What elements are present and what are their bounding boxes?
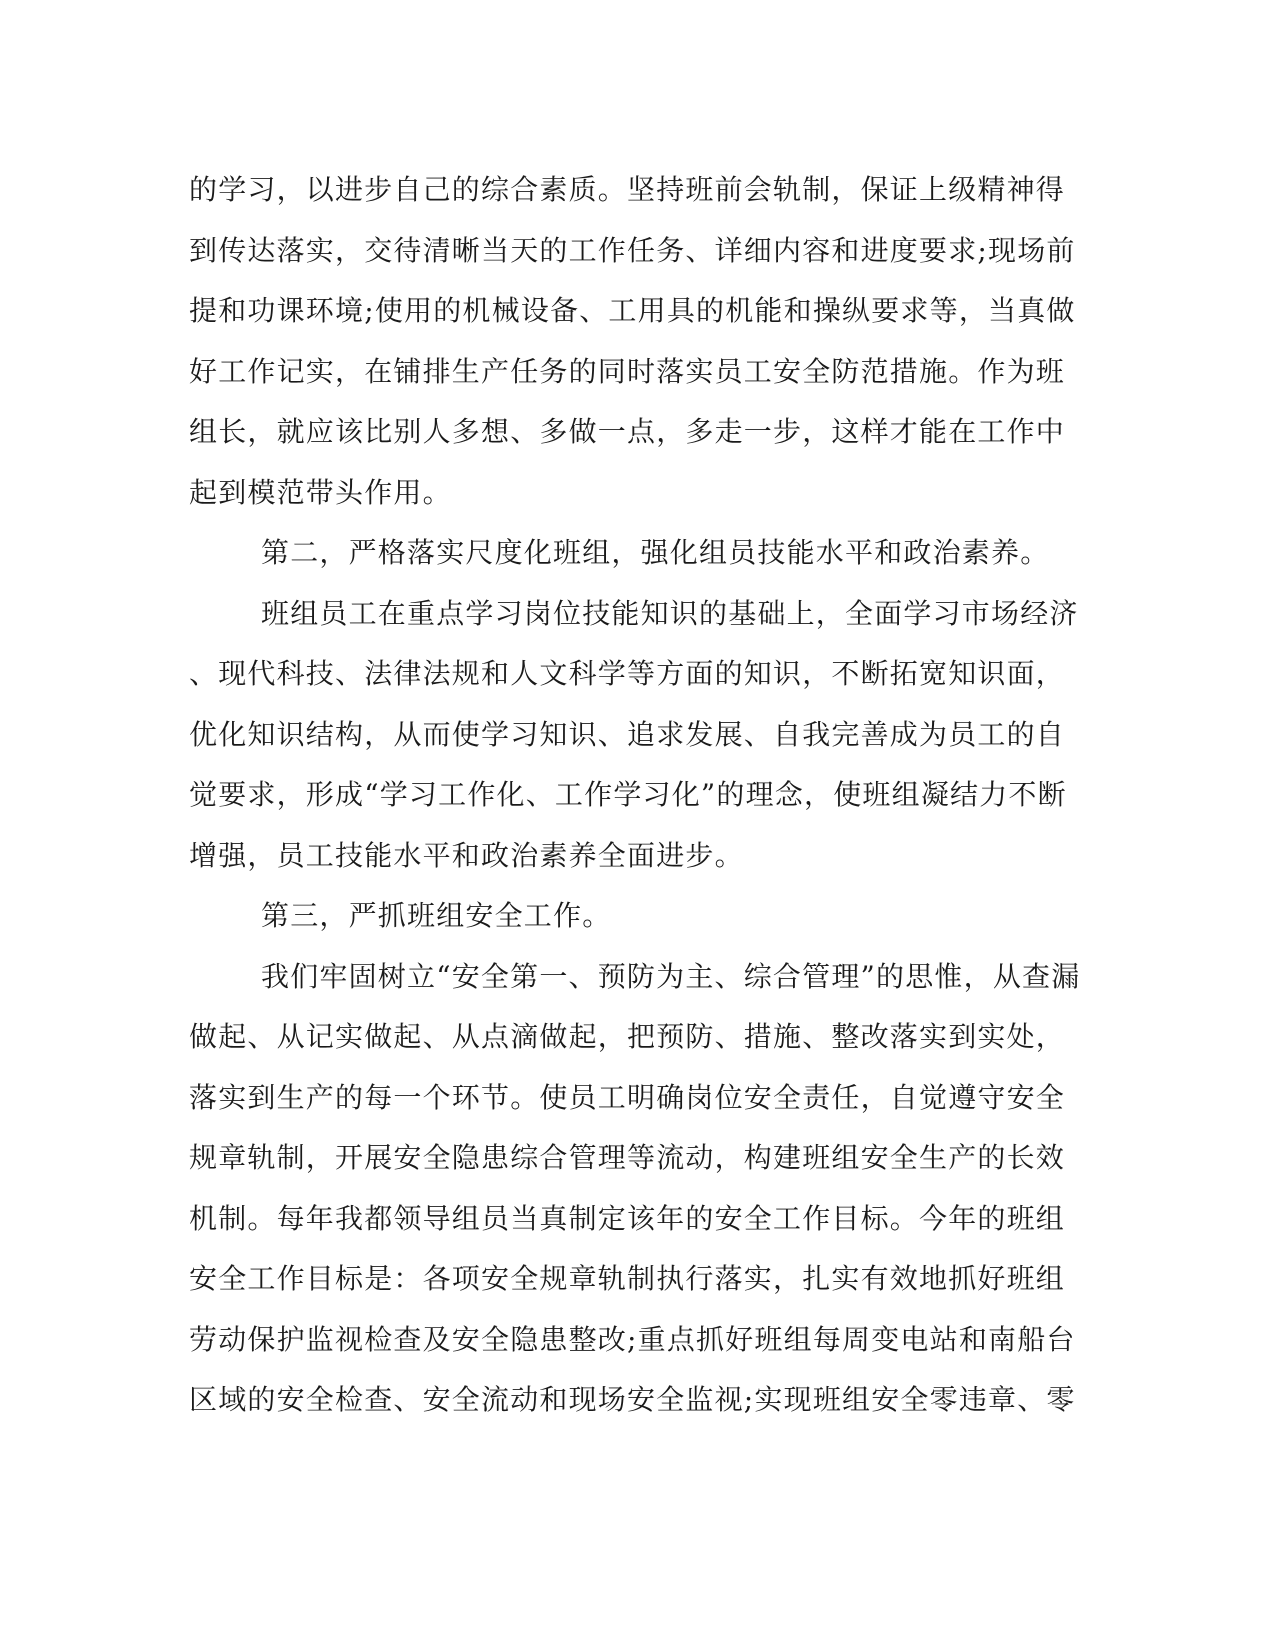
text-line: 、现代科技、法律法规和人文科学等方面的知识，不断拓宽知识面， [189, 657, 1066, 690]
text-line: 机制。每年我都领导组员当真制定该年的安全工作目标。今年的班组 [189, 1201, 1066, 1235]
text-line: 区域的安全检查、安全流动和现场安全监视;实现班组安全零违章、零 [189, 1383, 1076, 1416]
text-line: 组长，就应该比别人多想、多做一点，多走一步，这样才能在工作中 [189, 415, 1066, 448]
paragraph-team-learning [189, 584, 1089, 887]
text-line: 我们牢固树立“安全第一、预防为主、综合管理”的思惟，从查漏 [261, 959, 1081, 993]
text-line: 增强，员工技能水平和政治素养全面进步。 [189, 838, 744, 872]
section-heading-third: 第三，严抓班组安全工作。 [261, 899, 612, 932]
text-line: 劳动保护监视检查及安全隐患整改;重点抓好班组每周变电站和南船台 [189, 1322, 1076, 1356]
text-line: 觉要求，形成“学习工作化、工作学习化”的理念，使班组凝结力不断 [189, 778, 1067, 811]
document-body [189, 160, 1089, 1431]
text-line: 班组员工在重点学习岗位技能知识的基础上，全面学习市场经济 [261, 596, 1079, 630]
text-line: 的学习，以进步自己的综合素质。坚持班前会轨制，保证上级精神得 [189, 173, 1066, 206]
text-line: 安全工作目标是：各项安全规章轨制执行落实，扎实有效地抓好班组 [189, 1262, 1066, 1295]
text-line: 好工作记实，在铺排生产任务的同时落实员工安全防范措施。作为班 [189, 354, 1066, 388]
text-line: 落实到生产的每一个环节。使员工明确岗位安全责任，自觉遵守安全 [189, 1080, 1066, 1114]
paragraph-continued [189, 160, 1089, 523]
paragraph-safety-work [189, 947, 1089, 1431]
text-line: 做起、从记实做起、从点滴做起，把预防、措施、整改落实到实处， [189, 1020, 1066, 1053]
text-line: 到传达落实，交待清晰当天的工作任务、详细内容和进度要求;现场前 [189, 233, 1076, 267]
text-line: 提和功课环境;使用的机械设备、工用具的机能和操纵要求等，当真做 [189, 294, 1076, 327]
text-line: 规章轨制，开展安全隐患综合管理等流动，构建班组安全生产的长效 [189, 1141, 1066, 1174]
section-heading-second: 第二，严格落实尺度化班组，强化组员技能水平和政治素养。 [261, 536, 1050, 569]
text-line: 优化知识结构，从而使学习知识、追求发展、自我完善成为员工的自 [189, 717, 1066, 751]
text-line: 起到模范带头作用。 [189, 475, 452, 509]
